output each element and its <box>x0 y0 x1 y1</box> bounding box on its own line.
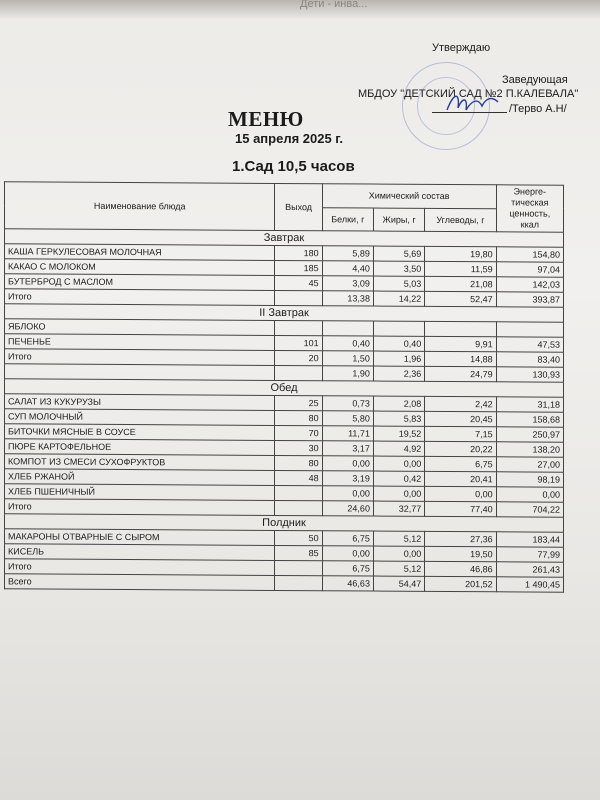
dish-name: БУТЕРБРОД С МАСЛОМ <box>5 274 275 291</box>
carbs-value: 52,47 <box>425 291 496 306</box>
energy-value: 138,20 <box>496 442 563 457</box>
carbs-value: 201,52 <box>425 576 496 591</box>
fat-value: 5,83 <box>373 411 424 426</box>
protein-value: 0,73 <box>322 396 373 411</box>
carbs-value: 20,22 <box>425 441 496 456</box>
dish-name: Итого <box>5 289 275 306</box>
fat-value: 32,77 <box>373 501 424 516</box>
energy-value: 704,22 <box>496 502 563 517</box>
carbs-value: 0,00 <box>425 486 496 501</box>
carbs-value: 14,88 <box>425 351 496 366</box>
carbs-value: 46,86 <box>425 561 496 576</box>
carbs-value: 20,41 <box>425 471 496 486</box>
protein-value: 5,80 <box>322 411 373 426</box>
carbs-value: 27,36 <box>425 531 496 546</box>
table-header-row <box>5 182 564 209</box>
protein-value: 6,75 <box>322 531 373 546</box>
fat-value: 0,00 <box>373 456 424 471</box>
signer-name: /Терво А.Н/ <box>509 103 567 115</box>
protein-value: 0,40 <box>322 336 373 351</box>
carbs-value <box>425 321 496 336</box>
energy-value: 77,99 <box>496 547 563 562</box>
dish-output <box>275 500 322 515</box>
dish-output: 185 <box>275 260 322 275</box>
carbs-value: 19,50 <box>425 546 496 561</box>
dish-output <box>275 365 322 380</box>
carbs-value: 9,91 <box>425 336 496 351</box>
dish-output <box>275 485 322 500</box>
dish-name: Итого <box>5 559 275 576</box>
col-fat: Жиры, г <box>373 208 424 232</box>
signature-mark <box>442 88 502 118</box>
energy-value: 83,40 <box>496 352 563 367</box>
approve-label: Утверждаю <box>432 42 491 54</box>
carbs-value: 21,08 <box>425 276 496 291</box>
dish-name: ЯБЛОКО <box>5 319 275 336</box>
carbs-value: 6,75 <box>425 456 496 471</box>
table-row <box>5 574 564 592</box>
section-title: Полдник <box>5 514 564 532</box>
energy-value: 393,87 <box>496 292 563 307</box>
fat-value: 2,08 <box>373 396 424 411</box>
protein-value: 3,17 <box>322 441 373 456</box>
fat-value: 0,00 <box>373 546 424 561</box>
menu-table <box>4 181 564 592</box>
dish-output: 70 <box>275 425 322 440</box>
fat-value: 0,40 <box>373 336 424 351</box>
menu-date: 15 апреля 2025 г. <box>235 131 344 146</box>
dish-name: Итого <box>5 499 275 516</box>
fat-value: 0,00 <box>373 486 424 501</box>
energy-value: 183,44 <box>496 532 563 547</box>
protein-value: 1,50 <box>322 351 373 366</box>
energy-value: 98,19 <box>496 472 563 487</box>
protein-value: 13,38 <box>322 291 373 306</box>
carbs-value: 2,42 <box>425 396 496 411</box>
dish-name: МАКАРОНЫ ОТВАРНЫЕ С СЫРОМ <box>5 529 275 546</box>
carbs-value: 7,15 <box>425 426 496 441</box>
fat-value: 4,92 <box>373 441 424 456</box>
dish-name: СУП МОЛОЧНЫЙ <box>5 409 275 426</box>
dish-name: Итого <box>5 349 275 366</box>
energy-value: 158,68 <box>496 412 563 427</box>
dish-output: 30 <box>275 440 322 455</box>
dish-name: КОМПОТ ИЗ СМЕСИ СУХОФРУКТОВ <box>5 454 275 471</box>
energy-value: 97,04 <box>496 262 563 277</box>
dish-name <box>5 364 275 381</box>
protein-value: 0,00 <box>322 546 373 561</box>
dish-output <box>275 560 322 575</box>
dish-output: 20 <box>275 350 322 365</box>
page-title: МЕНЮ <box>228 107 304 131</box>
carbs-value: 24,79 <box>425 366 496 381</box>
dish-output <box>275 320 322 335</box>
protein-value: 1,90 <box>322 366 373 381</box>
energy-value: 130,93 <box>496 367 563 382</box>
dish-output: 180 <box>275 245 322 260</box>
protein-value: 24,60 <box>322 501 373 516</box>
protein-value: 3,19 <box>322 471 373 486</box>
dish-name: ПЕЧЕНЬЕ <box>5 334 275 351</box>
organization-name: МБДОУ "ДЕТСКИЙ САД №2 П.КАЛЕВАЛА" <box>358 88 579 100</box>
protein-value: 3,09 <box>322 276 373 291</box>
fat-value: 2,36 <box>373 366 424 381</box>
carbs-value: 20,45 <box>425 411 496 426</box>
col-name: Наименование блюда <box>5 182 275 231</box>
dish-output: 25 <box>275 395 322 410</box>
dish-name: КАША ГЕРКУЛЕСОВАЯ МОЛОЧНАЯ <box>5 244 275 261</box>
col-output: Выход <box>275 183 322 230</box>
protein-value <box>322 321 373 336</box>
col-protein: Белки, г <box>322 207 373 231</box>
fat-value: 5,12 <box>373 531 424 546</box>
energy-value: 261,43 <box>496 562 563 577</box>
col-chem: Химический состав <box>322 184 496 209</box>
section-title: Обед <box>5 379 564 397</box>
signature-line <box>432 112 507 113</box>
section-title: II Завтрак <box>5 304 564 322</box>
carbs-value: 11,59 <box>425 261 496 276</box>
dish-output: 45 <box>275 275 322 290</box>
fat-value: 5,69 <box>373 246 424 261</box>
energy-value <box>496 322 563 337</box>
protein-value: 4,40 <box>322 261 373 276</box>
energy-value: 154,80 <box>496 247 563 262</box>
col-energy: Энерге-тическая ценность, ккал <box>496 185 563 232</box>
fat-value: 19,52 <box>373 426 424 441</box>
protein-value: 11,71 <box>322 426 373 441</box>
dish-output <box>275 575 322 590</box>
protein-value: 46,63 <box>322 576 373 591</box>
protein-value: 5,89 <box>322 246 373 261</box>
protein-value: 0,00 <box>322 456 373 471</box>
dish-output <box>275 290 322 305</box>
energy-value: 1 490,45 <box>496 577 563 592</box>
carbs-value: 19,80 <box>425 246 496 261</box>
dish-name: КАКАО С МОЛОКОМ <box>5 259 275 276</box>
dish-name: Всего <box>5 574 275 591</box>
dish-name: КИСЕЛЬ <box>5 544 275 561</box>
energy-value: 27,00 <box>496 457 563 472</box>
dish-name: САЛАТ ИЗ КУКУРУЗЫ <box>5 394 275 411</box>
dish-name: ХЛЕБ ПШЕНИЧНЫЙ <box>5 484 275 501</box>
fat-value: 5,12 <box>373 561 424 576</box>
dish-output: 50 <box>275 530 322 545</box>
protein-value: 0,00 <box>322 486 373 501</box>
energy-value: 250,97 <box>496 427 563 442</box>
fat-value: 3,50 <box>373 261 424 276</box>
fat-value: 14,22 <box>373 291 424 306</box>
head-title: Заведующая <box>502 74 568 86</box>
fat-value <box>373 321 424 336</box>
dish-name: БИТОЧКИ МЯСНЫЕ В СОУСЕ <box>5 424 275 441</box>
energy-value: 47,53 <box>496 337 563 352</box>
dish-output: 80 <box>275 455 322 470</box>
dish-output: 80 <box>275 410 322 425</box>
fat-value: 54,47 <box>373 576 424 591</box>
section-title: Завтрак <box>5 229 564 247</box>
energy-value: 0,00 <box>496 487 563 502</box>
fat-value: 1,96 <box>373 351 424 366</box>
fat-value: 0,42 <box>373 471 424 486</box>
energy-value: 31,18 <box>496 397 563 412</box>
dish-output: 48 <box>275 470 322 485</box>
behind-paper-text: Дети - инва... <box>300 0 368 10</box>
dish-output: 85 <box>275 545 322 560</box>
dish-name: ПЮРЕ КАРТОФЕЛЬНОЕ <box>5 439 275 456</box>
menu-subtitle: 1.Сад 10,5 часов <box>232 158 355 175</box>
fat-value: 5,03 <box>373 276 424 291</box>
protein-value: 6,75 <box>322 561 373 576</box>
col-carbs: Углеводы, г <box>425 208 496 232</box>
carbs-value: 77,40 <box>425 501 496 516</box>
energy-value: 142,03 <box>496 277 563 292</box>
dish-output: 101 <box>275 335 322 350</box>
dish-name: ХЛЕБ РЖАНОЙ <box>5 469 275 486</box>
